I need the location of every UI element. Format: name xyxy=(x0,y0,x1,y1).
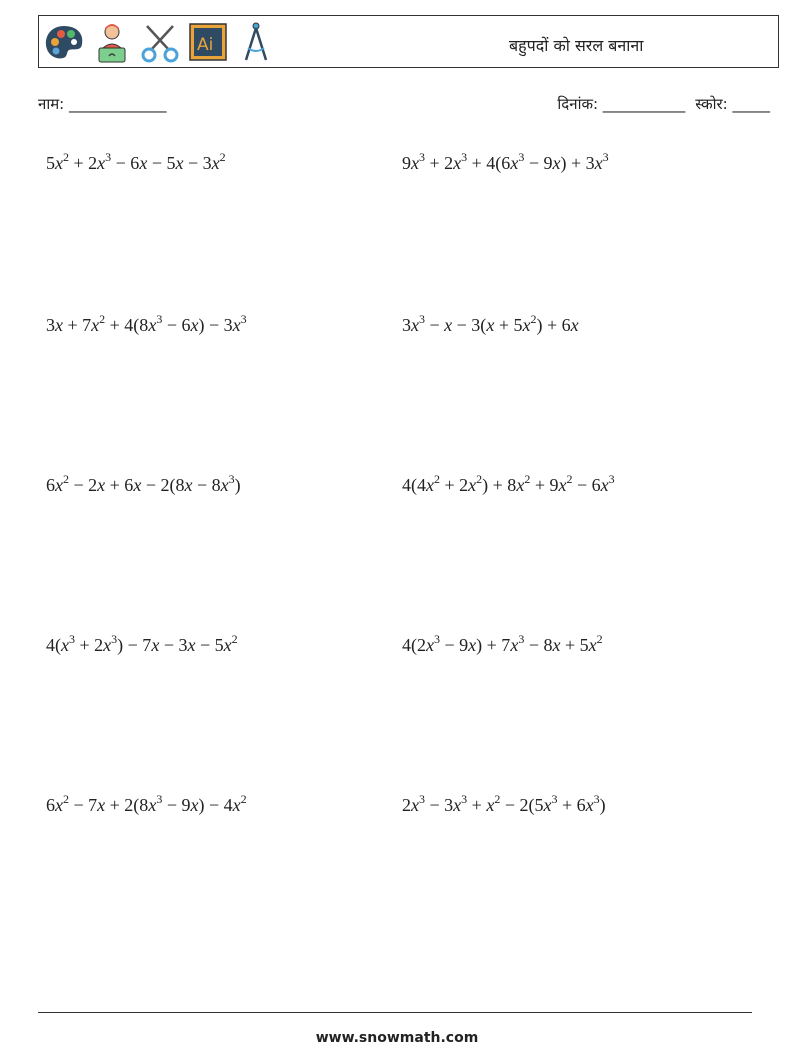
worksheet-title: बहुपदों को सरल बनाना xyxy=(509,36,644,55)
date-score-fields xyxy=(557,94,770,114)
scissors-icon xyxy=(139,20,181,64)
problem-8: $4(2x^3 - 9x) + 7x^3 - 8x + 5x^2$ xyxy=(402,632,603,655)
problem-10: $2x^3 - 3x^3 + x^2 - 2(5x^3 + 6x^3)$ xyxy=(402,792,606,815)
problem-7: $4(x^3 + 2x^3) - 7x - 3x - 5x^2$ xyxy=(46,632,238,655)
compass-tool-icon xyxy=(235,20,277,64)
problem-5: $6x^2 - 2x + 6x - 2(8x - 8x^3)$ xyxy=(46,472,241,495)
header-icons xyxy=(43,20,277,64)
date-field: दिनांक: ___________ xyxy=(557,95,686,113)
name-field: नाम: _____________ xyxy=(38,95,167,113)
illustrator-icon xyxy=(187,20,229,64)
footer-site: www.snowmath.com xyxy=(315,1030,479,1046)
footer-divider xyxy=(38,1012,752,1013)
svg-text:Ai: Ai xyxy=(197,35,214,55)
student-computer-icon xyxy=(91,20,133,64)
problem-3: $3x + 7x^2 + 4(8x^3 - 6x) - 3x^3$ xyxy=(46,312,247,335)
problem-1: $5x^2 + 2x^3 - 6x - 5x - 3x^2$ xyxy=(46,150,226,173)
problem-6: $4(4x^2 + 2x^2) + 8x^2 + 9x^2 - 6x^3$ xyxy=(402,472,615,495)
header-box xyxy=(38,15,779,68)
problem-4: $3x^3 - x - 3(x + 5x^2) + 6x$ xyxy=(402,312,579,335)
palette-icon xyxy=(43,20,85,64)
problem-9: $6x^2 - 7x + 2(8x^3 - 9x) - 4x^2$ xyxy=(46,792,247,815)
problem-2: $9x^3 + 2x^3 + 4(6x^3 - 9x) + 3x^3$ xyxy=(402,150,609,173)
score-field: स्कोर: _____ xyxy=(695,95,770,113)
